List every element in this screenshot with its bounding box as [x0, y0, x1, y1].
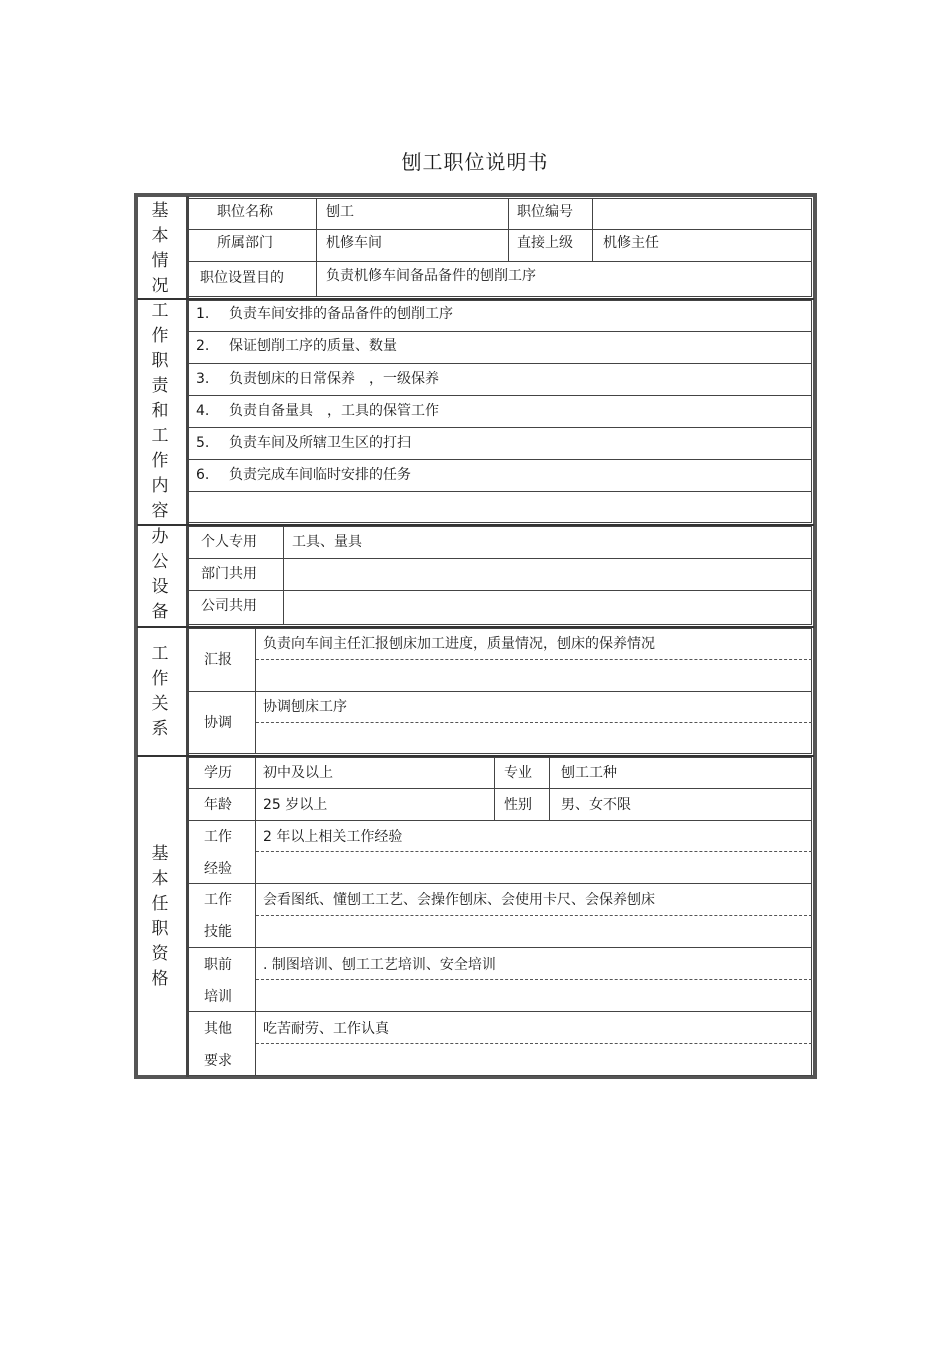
qualification-label: 经验 — [204, 861, 232, 877]
duty-item: 负责车间及所辖卫生区的打扫 — [229, 435, 411, 451]
purpose-value: 负责机修车间备品备件的刨削工序 — [326, 268, 536, 284]
duty-num: 1. — [196, 306, 210, 322]
qualification-label: 培训 — [204, 989, 232, 1005]
duty-num: 4. — [196, 403, 210, 419]
qualification-label: 工作 — [204, 829, 232, 845]
equipment-label: 个人专用 — [201, 534, 257, 550]
duty-num: 3. — [196, 371, 210, 387]
job-name-label: 职位名称 — [217, 204, 273, 220]
education-label: 学历 — [204, 765, 232, 781]
equipment-label: 公司共用 — [201, 598, 257, 614]
duty-item: 保证刨削工序的质量、数量 — [229, 338, 397, 354]
duty-num: 2. — [196, 338, 210, 354]
qualification-label: 职前 — [204, 957, 232, 973]
duty-item: 负责完成车间临时安排的任务 — [229, 467, 411, 483]
qualification-value: 吃苦耐劳、工作认真 — [263, 1021, 389, 1037]
relation-value: 协调刨床工序 — [263, 699, 347, 715]
equipment-label: 部门共用 — [201, 566, 257, 582]
qualification-label: 其他 — [204, 1021, 232, 1037]
page-title: 刨工职位说明书 — [401, 150, 549, 174]
qualification-value: 会看图纸、懂刨工工艺、会操作刨床、会使用卡尺、会保养刨床 — [263, 892, 655, 908]
relation-value: 负责向车间主任汇报刨床加工进度，质量情况，刨床的保养情况 — [263, 636, 655, 652]
duty-item: 负责自备量具 ，工具的保管工作 — [229, 403, 439, 419]
dept-label: 所属部门 — [217, 235, 273, 251]
dept-value: 机修车间 — [326, 235, 382, 251]
duty-num: 6. — [196, 467, 210, 483]
duty-item: 负责车间安排的备品备件的刨削工序 — [229, 306, 453, 322]
relation-label: 协调 — [204, 715, 232, 731]
age-label: 年龄 — [204, 797, 232, 813]
section-label-basic: 基本情况 — [151, 201, 169, 296]
major-value: 刨工工种 — [561, 765, 617, 781]
duty-item: 负责刨床的日常保养 ，一级保养 — [229, 371, 439, 387]
superior-label: 直接上级 — [517, 235, 573, 251]
superior-value: 机修主任 — [603, 235, 659, 251]
section-label-duties: 工作职责和工作内容 — [151, 301, 169, 521]
section-label-equipment: 办公设备 — [151, 527, 169, 622]
relation-label: 汇报 — [204, 652, 232, 668]
job-name-value: 刨工 — [326, 204, 354, 220]
major-label: 专业 — [504, 765, 532, 781]
qualification-value: . 制图培训、刨工工艺培训、安全培训 — [263, 957, 496, 973]
qualification-label: 工作 — [204, 892, 232, 908]
gender-value: 男、女不限 — [561, 797, 631, 813]
education-value: 初中及以上 — [263, 765, 333, 781]
section-label-relations: 工作关系 — [151, 644, 169, 739]
qualification-label: 要求 — [204, 1053, 232, 1069]
age-value: 25 岁以上 — [263, 797, 328, 813]
job-code-label: 职位编号 — [517, 204, 573, 220]
qualification-label: 技能 — [204, 924, 232, 940]
duty-num: 5. — [196, 435, 210, 451]
qualification-value: 2 年以上相关工作经验 — [263, 829, 403, 845]
gender-label: 性别 — [504, 797, 532, 813]
section-label-qualifications: 基本任职资格 — [151, 844, 169, 989]
purpose-label: 职位设置目的 — [200, 270, 284, 286]
equipment-value: 工具、量具 — [292, 534, 362, 550]
